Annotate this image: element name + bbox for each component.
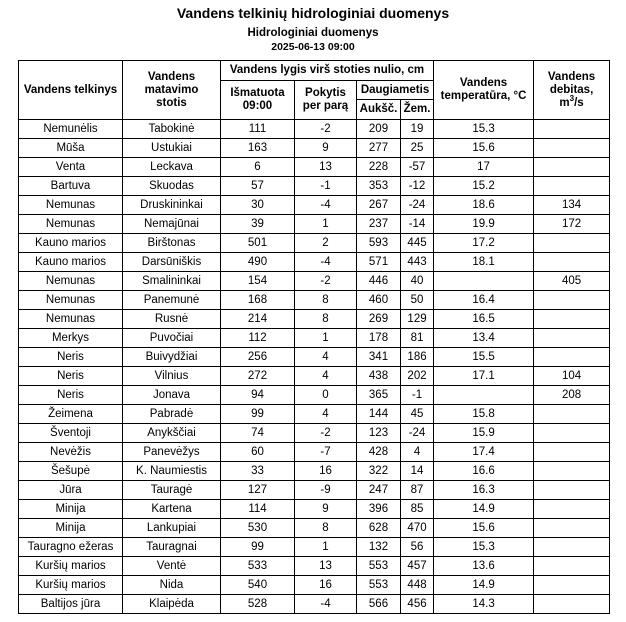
- cell-station: Tabokinė: [123, 120, 221, 139]
- cell-temperature: 17.2: [434, 234, 534, 253]
- cell-measured: 99: [221, 538, 295, 557]
- cell-temperature: 14.9: [434, 500, 534, 519]
- cell-water-body: Šešupė: [19, 462, 123, 481]
- cell-station: Panemunė: [123, 291, 221, 310]
- cell-change: 8: [295, 310, 357, 329]
- cell-flow: [534, 139, 610, 158]
- header-water-level-group: Vandens lygis virš stoties nulio, cm: [221, 61, 434, 81]
- cell-water-body: Neris: [19, 367, 123, 386]
- cell-flow: [534, 557, 610, 576]
- cell-measured: 33: [221, 462, 295, 481]
- cell-station: Smalininkai: [123, 272, 221, 291]
- cell-flow: [534, 595, 610, 614]
- table-header: [19, 61, 610, 120]
- cell-water-body: Minija: [19, 500, 123, 519]
- cell-change: 1: [295, 538, 357, 557]
- page-title: Vandens telkinių hidrologiniai duomenys: [176, 5, 450, 21]
- header-flow-unit: $m^3/s$: [559, 93, 584, 109]
- cell-measured: 168: [221, 291, 295, 310]
- cell-temperature: 16.4: [434, 291, 534, 310]
- cell-longterm-low: 448: [401, 576, 434, 595]
- header-low: Žem.: [401, 100, 434, 120]
- cell-longterm-low: 25: [401, 139, 434, 158]
- cell-longterm-low: 129: [401, 310, 434, 329]
- table-body: [19, 120, 610, 614]
- cell-change: 1: [295, 215, 357, 234]
- cell-longterm-low: 457: [401, 557, 434, 576]
- cell-station: Anykščiai: [123, 424, 221, 443]
- cell-station: Darsūniškis: [123, 253, 221, 272]
- cell-water-body: Minija: [19, 519, 123, 538]
- cell-longterm-high: 460: [357, 291, 401, 310]
- cell-station: Leckava: [123, 158, 221, 177]
- cell-temperature: 15.8: [434, 405, 534, 424]
- cell-longterm-high: 144: [357, 405, 401, 424]
- cell-temperature: 14.9: [434, 576, 534, 595]
- cell-longterm-high: 571: [357, 253, 401, 272]
- table-row: [19, 158, 610, 177]
- cell-flow: [534, 158, 610, 177]
- cell-longterm-high: 628: [357, 519, 401, 538]
- cell-change: 8: [295, 519, 357, 538]
- cell-longterm-high: 396: [357, 500, 401, 519]
- cell-longterm-high: 247: [357, 481, 401, 500]
- cell-flow: 134: [534, 196, 610, 215]
- cell-measured: 94: [221, 386, 295, 405]
- cell-flow: [534, 576, 610, 595]
- cell-longterm-low: 14: [401, 462, 434, 481]
- cell-temperature: 17.4: [434, 443, 534, 462]
- cell-longterm-low: 4: [401, 443, 434, 462]
- cell-longterm-high: 341: [357, 348, 401, 367]
- cell-longterm-low: -24: [401, 196, 434, 215]
- table-row: [19, 500, 610, 519]
- table-row: [19, 405, 610, 424]
- cell-longterm-high: 269: [357, 310, 401, 329]
- cell-temperature: [434, 386, 534, 405]
- data-timestamp: 2025-06-13 09:00: [271, 41, 355, 53]
- cell-station: Buivydžiai: [123, 348, 221, 367]
- cell-water-body: Žeimena: [19, 405, 123, 424]
- table-row: [19, 291, 610, 310]
- cell-station: Ustukiai: [123, 139, 221, 158]
- cell-water-body: Nemunas: [19, 310, 123, 329]
- table-row: [19, 481, 610, 500]
- cell-measured: 60: [221, 443, 295, 462]
- cell-longterm-low: 445: [401, 234, 434, 253]
- cell-change: -2: [295, 424, 357, 443]
- header-change: [295, 81, 357, 120]
- cell-measured: 528: [221, 595, 295, 614]
- cell-longterm-low: -12: [401, 177, 434, 196]
- cell-water-body: Kuršių marios: [19, 576, 123, 595]
- cell-temperature: 15.6: [434, 519, 534, 538]
- cell-flow: 172: [534, 215, 610, 234]
- cell-temperature: [434, 272, 534, 291]
- cell-change: 13: [295, 158, 357, 177]
- cell-change: 16: [295, 576, 357, 595]
- cell-longterm-high: 209: [357, 120, 401, 139]
- cell-longterm-low: 186: [401, 348, 434, 367]
- header-flow-line2: debitas,: [549, 83, 594, 96]
- cell-measured: 214: [221, 310, 295, 329]
- table-row: [19, 253, 610, 272]
- cell-change: -4: [295, 253, 357, 272]
- cell-longterm-high: 553: [357, 576, 401, 595]
- cell-flow: [534, 443, 610, 462]
- cell-flow: [534, 538, 610, 557]
- cell-temperature: 15.3: [434, 538, 534, 557]
- cell-longterm-high: 428: [357, 443, 401, 462]
- cell-longterm-high: 322: [357, 462, 401, 481]
- cell-longterm-low: 45: [401, 405, 434, 424]
- cell-station: Rusnė: [123, 310, 221, 329]
- cell-temperature: 15.2: [434, 177, 534, 196]
- header-water-body: Vandens telkinys: [19, 61, 123, 120]
- cell-change: -2: [295, 120, 357, 139]
- cell-water-body: Nemunėlis: [19, 120, 123, 139]
- header-station: [123, 61, 221, 120]
- header-change-line2: per parą: [302, 100, 349, 112]
- cell-change: -4: [295, 196, 357, 215]
- cell-longterm-high: 237: [357, 215, 401, 234]
- cell-change: 4: [295, 405, 357, 424]
- cell-measured: 163: [221, 139, 295, 158]
- cell-change: -9: [295, 481, 357, 500]
- cell-change: 8: [295, 291, 357, 310]
- cell-station: Birštonas: [123, 234, 221, 253]
- table-row: [19, 348, 610, 367]
- cell-flow: [534, 519, 610, 538]
- cell-longterm-low: 202: [401, 367, 434, 386]
- cell-measured: 74: [221, 424, 295, 443]
- cell-station: Klaipėda: [123, 595, 221, 614]
- cell-longterm-low: -1: [401, 386, 434, 405]
- cell-water-body: Jūra: [19, 481, 123, 500]
- cell-longterm-high: 277: [357, 139, 401, 158]
- cell-measured: 272: [221, 367, 295, 386]
- cell-measured: 39: [221, 215, 295, 234]
- cell-temperature: 15.6: [434, 139, 534, 158]
- cell-flow: [534, 500, 610, 519]
- cell-flow: [534, 120, 610, 139]
- header-temperature: [434, 61, 534, 120]
- cell-longterm-low: 19: [401, 120, 434, 139]
- cell-station: K. Naumiestis: [123, 462, 221, 481]
- cell-change: 1: [295, 329, 357, 348]
- cell-measured: 111: [221, 120, 295, 139]
- table-row: [19, 462, 610, 481]
- cell-water-body: Neris: [19, 348, 123, 367]
- cell-longterm-high: 593: [357, 234, 401, 253]
- cell-longterm-high: 566: [357, 595, 401, 614]
- cell-change: 4: [295, 348, 357, 367]
- cell-flow: [534, 329, 610, 348]
- cell-change: 9: [295, 139, 357, 158]
- cell-flow: 104: [534, 367, 610, 386]
- cell-temperature: 19.9: [434, 215, 534, 234]
- cell-change: -7: [295, 443, 357, 462]
- cell-station: Puvočiai: [123, 329, 221, 348]
- cell-water-body: Neris: [19, 386, 123, 405]
- cell-longterm-low: 443: [401, 253, 434, 272]
- table-row: [19, 272, 610, 291]
- cell-measured: 501: [221, 234, 295, 253]
- cell-flow: [534, 291, 610, 310]
- cell-temperature: 17: [434, 158, 534, 177]
- header-high: Aukšč.: [357, 100, 401, 120]
- cell-temperature: 14.3: [434, 595, 534, 614]
- cell-water-body: Nevėžis: [19, 443, 123, 462]
- cell-station: Skuodas: [123, 177, 221, 196]
- cell-longterm-high: 365: [357, 386, 401, 405]
- cell-measured: 112: [221, 329, 295, 348]
- cell-measured: 30: [221, 196, 295, 215]
- hydrology-table: [18, 60, 610, 614]
- header-temperature-line1: Vandens: [459, 77, 508, 89]
- cell-flow: [534, 177, 610, 196]
- cell-longterm-low: 87: [401, 481, 434, 500]
- cell-measured: 154: [221, 272, 295, 291]
- cell-longterm-high: 228: [357, 158, 401, 177]
- cell-temperature: 18.6: [434, 196, 534, 215]
- cell-temperature: 16.3: [434, 481, 534, 500]
- cell-measured: 540: [221, 576, 295, 595]
- cell-measured: 490: [221, 253, 295, 272]
- cell-temperature: 13.6: [434, 557, 534, 576]
- cell-temperature: 15.3: [434, 120, 534, 139]
- table-row: [19, 234, 610, 253]
- table-row: [19, 443, 610, 462]
- cell-water-body: Nemunas: [19, 196, 123, 215]
- cell-change: 13: [295, 557, 357, 576]
- cell-measured: 530: [221, 519, 295, 538]
- cell-flow: [534, 253, 610, 272]
- cell-longterm-low: -14: [401, 215, 434, 234]
- header-measured-line2: 09:00: [242, 100, 273, 112]
- cell-temperature: 17.1: [434, 367, 534, 386]
- cell-water-body: Mūša: [19, 139, 123, 158]
- header-station-line3: stotis: [156, 96, 187, 109]
- cell-flow: [534, 462, 610, 481]
- cell-temperature: 16.5: [434, 310, 534, 329]
- cell-flow: [534, 424, 610, 443]
- cell-change: 16: [295, 462, 357, 481]
- table-row: [19, 519, 610, 538]
- cell-longterm-low: 50: [401, 291, 434, 310]
- table-row: [19, 557, 610, 576]
- cell-station: Lankupiai: [123, 519, 221, 538]
- cell-flow: 208: [534, 386, 610, 405]
- cell-water-body: Kauno marios: [19, 234, 123, 253]
- cell-longterm-low: -57: [401, 158, 434, 177]
- cell-longterm-high: 132: [357, 538, 401, 557]
- page-subtitle: Hidrologiniai duomenys: [247, 27, 379, 39]
- cell-station: Nemajūnai: [123, 215, 221, 234]
- cell-flow: [534, 405, 610, 424]
- table-row: [19, 424, 610, 443]
- cell-flow: 405: [534, 272, 610, 291]
- header-flow: [534, 61, 610, 120]
- cell-change: 4: [295, 367, 357, 386]
- cell-longterm-high: 123: [357, 424, 401, 443]
- header-measured-line1: Išmatuota: [230, 87, 285, 99]
- cell-change: 0: [295, 386, 357, 405]
- cell-measured: 127: [221, 481, 295, 500]
- cell-flow: [534, 348, 610, 367]
- cell-longterm-high: 267: [357, 196, 401, 215]
- cell-station: Nida: [123, 576, 221, 595]
- cell-temperature: 16.6: [434, 462, 534, 481]
- cell-longterm-low: 456: [401, 595, 434, 614]
- cell-flow: [534, 481, 610, 500]
- header-station-line2: matavimo: [144, 83, 199, 96]
- cell-water-body: Bartuva: [19, 177, 123, 196]
- cell-longterm-low: 85: [401, 500, 434, 519]
- cell-water-body: Nemunas: [19, 272, 123, 291]
- header-station-line1: Vandens: [147, 70, 196, 83]
- cell-change: 2: [295, 234, 357, 253]
- table-row: [19, 329, 610, 348]
- cell-measured: 99: [221, 405, 295, 424]
- cell-measured: 256: [221, 348, 295, 367]
- cell-flow: [534, 234, 610, 253]
- cell-measured: 57: [221, 177, 295, 196]
- table-row: [19, 139, 610, 158]
- cell-water-body: Venta: [19, 158, 123, 177]
- cell-station: Vilnius: [123, 367, 221, 386]
- cell-water-body: Nemunas: [19, 291, 123, 310]
- table-row: [19, 595, 610, 614]
- cell-water-body: Kauno marios: [19, 253, 123, 272]
- cell-water-body: Tauragno ežeras: [19, 538, 123, 557]
- table-row: [19, 576, 610, 595]
- cell-longterm-high: 446: [357, 272, 401, 291]
- table-row: [19, 196, 610, 215]
- cell-temperature: 18.1: [434, 253, 534, 272]
- cell-station: Druskininkai: [123, 196, 221, 215]
- header-longterm: Daugiametis: [357, 81, 434, 100]
- cell-station: Kartena: [123, 500, 221, 519]
- table-row: [19, 120, 610, 139]
- cell-station: Tauragė: [123, 481, 221, 500]
- cell-change: -4: [295, 595, 357, 614]
- cell-station: Tauragnai: [123, 538, 221, 557]
- cell-longterm-low: 56: [401, 538, 434, 557]
- cell-longterm-low: -24: [401, 424, 434, 443]
- cell-water-body: Baltijos jūra: [19, 595, 123, 614]
- table-row: [19, 215, 610, 234]
- table-row: [19, 310, 610, 329]
- cell-change: 9: [295, 500, 357, 519]
- cell-water-body: Nemunas: [19, 215, 123, 234]
- cell-longterm-high: 353: [357, 177, 401, 196]
- cell-longterm-low: 470: [401, 519, 434, 538]
- table-row: [19, 538, 610, 557]
- cell-temperature: 13.4: [434, 329, 534, 348]
- cell-measured: 114: [221, 500, 295, 519]
- table-row: [19, 367, 610, 386]
- header-measured: [221, 81, 295, 120]
- table-row: [19, 177, 610, 196]
- cell-longterm-low: 40: [401, 272, 434, 291]
- cell-longterm-high: 553: [357, 557, 401, 576]
- cell-measured: 6: [221, 158, 295, 177]
- cell-longterm-low: 81: [401, 329, 434, 348]
- table-row: [19, 386, 610, 405]
- header-temperature-line2: temperatūra, °C: [440, 90, 527, 102]
- cell-change: -2: [295, 272, 357, 291]
- header-flow-line1: Vandens: [547, 70, 596, 83]
- cell-water-body: Šventoji: [19, 424, 123, 443]
- cell-station: Ventė: [123, 557, 221, 576]
- cell-water-body: Kuršių marios: [19, 557, 123, 576]
- cell-station: Panevėžys: [123, 443, 221, 462]
- cell-change: -1: [295, 177, 357, 196]
- cell-longterm-high: 438: [357, 367, 401, 386]
- cell-measured: 533: [221, 557, 295, 576]
- cell-station: Jonava: [123, 386, 221, 405]
- cell-temperature: 15.9: [434, 424, 534, 443]
- cell-temperature: 15.5: [434, 348, 534, 367]
- header-change-line1: Pokytis: [305, 87, 346, 99]
- cell-water-body: Merkys: [19, 329, 123, 348]
- cell-flow: [534, 310, 610, 329]
- cell-station: Pabradė: [123, 405, 221, 424]
- cell-longterm-high: 178: [357, 329, 401, 348]
